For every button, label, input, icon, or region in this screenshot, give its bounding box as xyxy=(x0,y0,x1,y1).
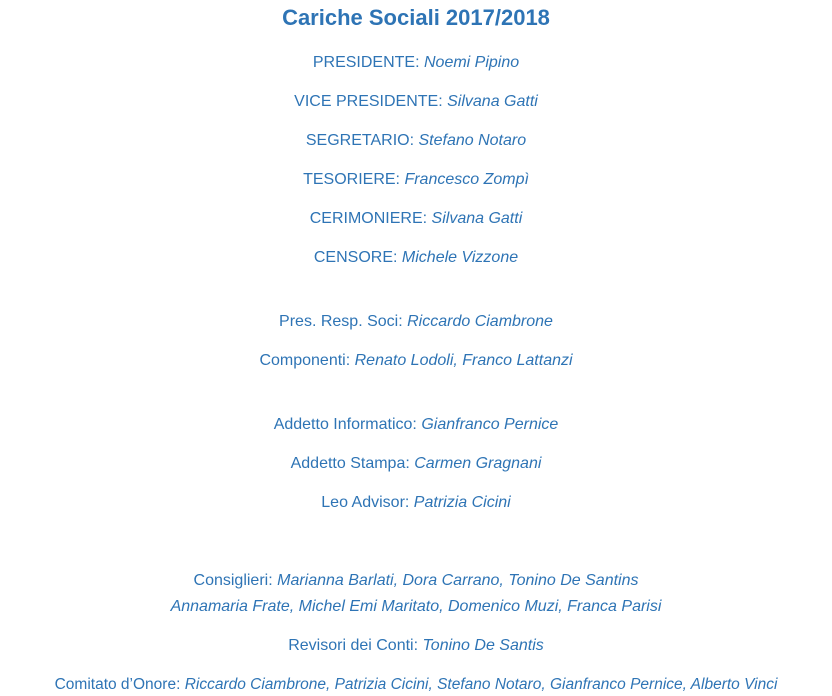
officer-tesoriere xyxy=(0,170,832,190)
officer-name: Stefano Notaro xyxy=(418,132,527,149)
officer-role: CENSORE: xyxy=(313,249,398,266)
honor-committee-role: Comitato d’Onore: xyxy=(54,676,181,693)
page-title: Cariche Sociali 2017/2018 xyxy=(282,5,550,30)
staff-name: Patrizia Cicini xyxy=(413,494,511,511)
officer-name: Silvana Gatti xyxy=(431,210,523,227)
officer-name: Silvana Gatti xyxy=(447,93,538,110)
council-names-2: Annamaria Frate, Michel Emi Maritato, Domenico Muzi, Franca Parisi xyxy=(170,598,662,615)
membership-role: Pres. Resp. Soci: xyxy=(279,313,403,330)
officer-role: VICE PRESIDENTE: xyxy=(294,93,443,110)
membership-name: Renato Lodoli, Franco Lattanzi xyxy=(354,352,573,369)
council-line-1 xyxy=(0,571,832,591)
officer-cerimoniere xyxy=(0,209,832,229)
honor-committee-names: Riccardo Ciambrone, Patrizia Cicini, Stefano Notaro, Gianfranco Pernice, Alberto Vinci xyxy=(184,676,778,693)
auditors-role: Revisori dei Conti: xyxy=(288,637,419,654)
staff-addetto-informatico xyxy=(0,415,832,435)
officer-role: CERIMONIERE: xyxy=(309,210,428,227)
membership-role: Componenti: xyxy=(259,352,351,369)
council-role: Consiglieri: xyxy=(193,572,273,589)
officer-role: TESORIERE: xyxy=(303,171,400,188)
staff-addetto-stampa xyxy=(0,454,832,474)
officer-name: Noemi Pipino xyxy=(423,54,520,71)
council-names-1: Marianna Barlati, Dora Carrano, Tonino De Santins xyxy=(277,572,639,589)
officer-vice-presidente xyxy=(0,92,832,112)
honor-committee-line xyxy=(0,675,832,695)
staff-leo-advisor xyxy=(0,493,832,513)
staff-name: Gianfranco Pernice xyxy=(421,416,559,433)
officer-name: Francesco Zompì xyxy=(404,171,529,188)
membership-name: Riccardo Ciambrone xyxy=(407,313,553,330)
officer-segretario xyxy=(0,131,832,151)
auditors-line xyxy=(0,636,832,656)
auditors-name: Tonino De Santis xyxy=(422,637,544,654)
council-line-2 xyxy=(0,597,832,617)
officer-role: SEGRETARIO: xyxy=(305,132,415,149)
officer-role: PRESIDENTE: xyxy=(312,54,420,71)
staff-role: Addetto Stampa: xyxy=(290,455,410,472)
officer-censore xyxy=(0,248,832,268)
officer-name: Michele Vizzone xyxy=(401,249,519,266)
membership-president xyxy=(0,312,832,332)
officer-presidente xyxy=(0,53,832,73)
staff-name: Carmen Gragnani xyxy=(414,455,542,472)
staff-role: Leo Advisor: xyxy=(321,494,410,511)
membership-components xyxy=(0,351,832,371)
staff-role: Addetto Informatico: xyxy=(273,416,417,433)
